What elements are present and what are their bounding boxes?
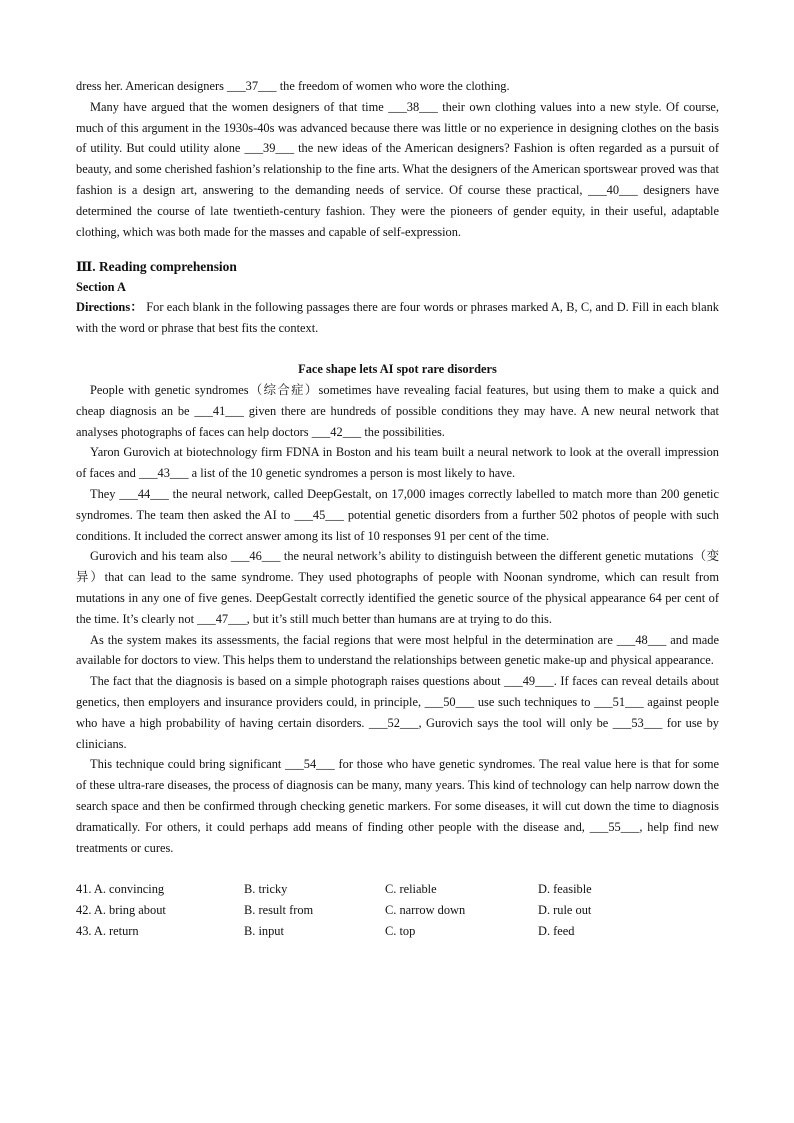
option-d: D. feed <box>538 924 575 939</box>
part-heading: Ⅲ. Reading comprehension <box>76 259 237 275</box>
option-c: C. narrow down <box>385 903 466 918</box>
article-paragraph: As the system makes its assessments, the facial regions that were most helpful in the determination are ___48___ and made available for doctors to view. This helps them to understand the relationships between genetic make-up and physical appearance. <box>76 632 719 668</box>
question-row <box>76 900 719 921</box>
directions-label: Directions： <box>76 300 143 315</box>
cloze-paragraph: Many have argued that the women designers of that time ___38___ their own clothing values into a new style. Of course, much of this argument in the 1930s-40s was advanced because there was little or no experience in designing clothes on the basis of utility. But could utility alone ___39___ the new ideas of the American designers? Fashion is often regarded as a pursuit of beauty, and some cherished fashion’s relationship to the fine arts. What the designers of the American sportswear proved was that fashion is a design art, answering to the demanding needs of service. Of course these practical, ___40___ designers have determined the course of late twentieth-century fashion. They were the pioneers of gender equity, in their useful, adaptable clothing, which was both made for the masses and capable of self-expression. <box>76 99 719 239</box>
article-paragraph: The fact that the diagnosis is based on a simple photograph raises questions about ___49___. If faces can reveal details about genetics, then employers and insurance providers could, in principle, ___50___ use such techniques to ___51___ against people who have a high probability of having certain disorders. ___52___, Gurovich says the tool will only be ___53___ for use by clinicians. <box>76 674 719 751</box>
article-title: Face shape lets AI spot rare disorders <box>298 361 497 376</box>
article-paragraph: They ___44___ the neural network, called DeepGestalt, on 17,000 images correctly labelled to match more than 200 genetic syndromes. The team then asked the AI to ___45___ potential genetic disorders from a further 502 photos of people with such conditions. It included the correct answer among its list of 10 responses 91 per cent of the time. <box>76 486 719 543</box>
option-a: 43. A. return <box>76 924 139 939</box>
section-heading: Section A <box>76 280 126 295</box>
option-d: D. feasible <box>538 882 592 897</box>
article-paragraph: Gurovich and his team also ___46___ the neural network’s ability to distinguish between the different genetic mutations（变异）that can lead to the same syndrome. They used photographs of people with Noonan syndrome, which can result from mutations in any one of five genes. DeepGestalt correctly identified the genetic source of the physical appearance 64 per cent of the time. It’s clearly not ___47___, but it’s still much better than humans are at trying to do this. <box>76 549 719 626</box>
option-b: B. input <box>244 924 284 939</box>
question-row <box>76 921 719 942</box>
option-c: C. top <box>385 924 416 939</box>
option-a: 41. A. convincing <box>76 882 165 897</box>
option-a: 42. A. bring about <box>76 903 166 918</box>
cloze-paragraph-continued: dress her. American designers ___37___ the freedom of women who wore the clothing. <box>76 79 510 93</box>
answer-options <box>76 879 719 942</box>
directions-text: For each blank in the following passages there are four words or phrases marked A, B, C, and D. Fill in each blank with the word or phrase that best fits the context. <box>76 300 719 336</box>
page-content <box>76 76 719 942</box>
option-c: C. reliable <box>385 882 437 897</box>
directions <box>76 297 719 339</box>
option-d: D. rule out <box>538 903 592 918</box>
option-b: B. result from <box>244 903 314 918</box>
article-paragraph: This technique could bring significant ___54___ for those who have genetic syndromes. The real value here is that for some of these ultra-rare diseases, the process of diagnosis can be many, many years. This kind of technology can help narrow down the search space and then be confirmed through checking genetic markers. For some diseases, it will cut down the time to diagnosis dramatically. For others, it could perhaps add means of finding other people with the disease and, ___55___, help find new treatments or cures. <box>76 757 719 855</box>
article-paragraph: People with genetic syndromes（综合症）sometimes have revealing facial features, but using them to make a quick and cheap diagnosis an be ___41___ given there are hundreds of possible conditions they may have. A new neural network that analyses photographs of faces can help doctors ___42___ the possibilities. <box>76 382 719 439</box>
article-paragraph: Yaron Gurovich at biotechnology firm FDNA in Boston and his team built a neural network to look at the overall impression of faces and ___43___ a list of the 10 genetic syndromes a person is most likely to have. <box>76 445 719 481</box>
question-row <box>76 879 719 900</box>
option-b: B. tricky <box>244 882 288 897</box>
